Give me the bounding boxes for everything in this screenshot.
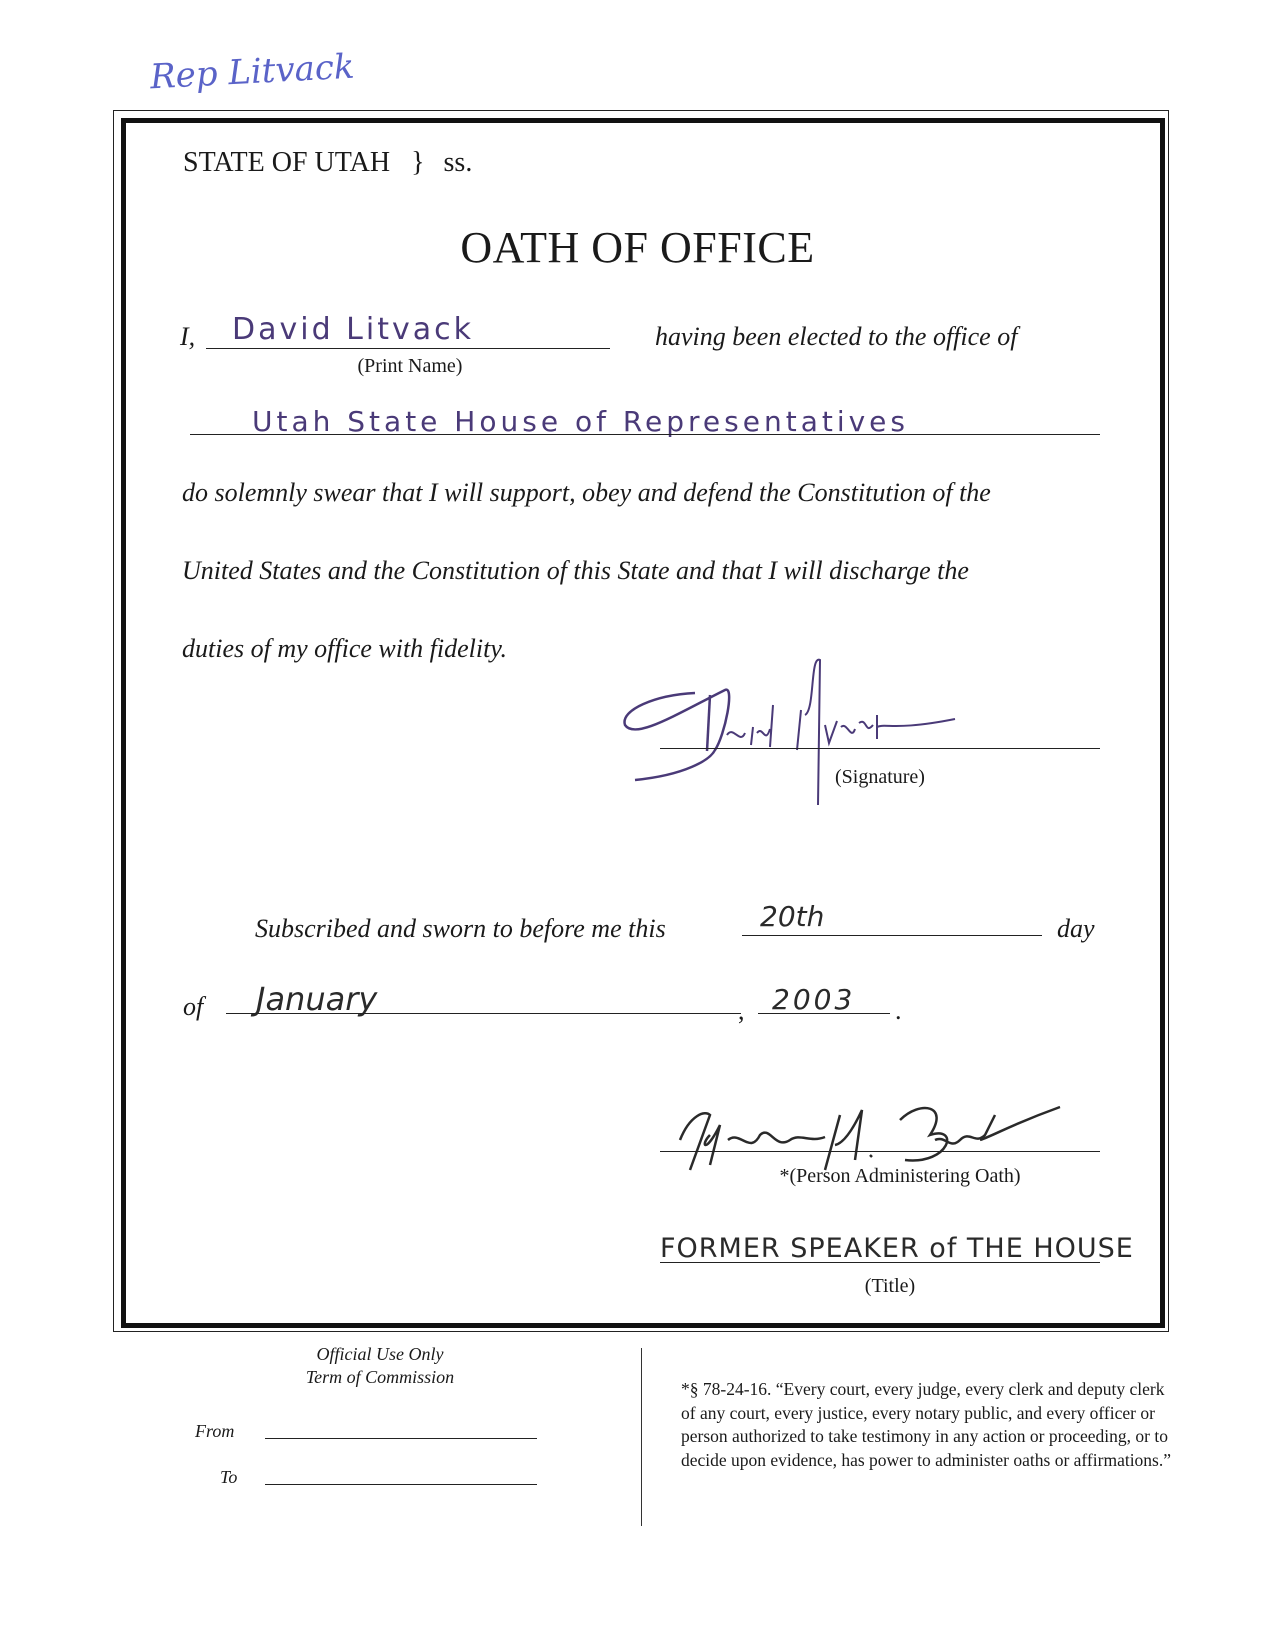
page-title: OATH OF OFFICE [460, 223, 815, 272]
venue-line [183, 147, 472, 179]
day-line [742, 935, 1042, 936]
name-caption: (Print Name) [357, 355, 463, 377]
elected-text: having been elected to the office of [655, 322, 1018, 351]
oath-line-1: do solemnly swear that I will support, obey and defend the Constitution of the [182, 478, 991, 507]
administrator-caption: *(Person Administering Oath) [779, 1165, 1021, 1187]
day-handwritten: 20th [760, 900, 825, 933]
subscribed-text: Subscribed and sworn to before me this [255, 914, 666, 943]
footer-divider [641, 1348, 642, 1526]
from-label: From [195, 1421, 235, 1441]
to-label: To [220, 1467, 238, 1487]
year-line [758, 1013, 890, 1014]
top-annotation: Rep Litvack [149, 46, 356, 98]
official-use-heading: Official Use Only [316, 1344, 444, 1364]
title-handwritten: FORMER SPEAKER of THE HOUSE [660, 1233, 1134, 1264]
office-handwritten: Utah State House of Representatives [252, 405, 909, 438]
signature-caption: (Signature) [835, 766, 925, 788]
administrator-line [660, 1151, 1100, 1152]
day-word: day [1057, 914, 1095, 943]
office-line [190, 434, 1100, 435]
signature-line [660, 748, 1100, 749]
comma: , [738, 996, 745, 1025]
year-handwritten: 2003 [772, 983, 856, 1016]
term-of-commission: Term of Commission [305, 1367, 455, 1387]
title-caption: (Title) [864, 1275, 916, 1297]
of-word: of [183, 992, 204, 1021]
venue-state: STATE OF UTAH [183, 147, 391, 178]
oath-line-2: United States and the Constitution of this State and that I will discharge the [182, 556, 969, 585]
period: . [895, 996, 902, 1025]
name-line [206, 348, 610, 349]
to-line [265, 1484, 537, 1485]
venue-brace: } [411, 147, 425, 178]
oath-line-3: duties of my office with fidelity. [182, 634, 507, 663]
from-line [265, 1438, 537, 1439]
name-handwritten: David Litvack [232, 312, 474, 347]
venue-ss: ss. [443, 147, 473, 178]
month-handwritten: January [256, 980, 378, 1018]
signature-drawing [615, 655, 1015, 815]
month-line [226, 1013, 741, 1014]
statute-footnote: *§ 78-24-16. “Every court, every judge, every clerk and deputy clerk of any court, every justice, every notary public, and every officer or person authorized to take testimony in any action or proceeding, or to decide upon evidence, has power to administer oaths or affirmations.” [681, 1379, 1172, 1470]
intro-prefix: I, [180, 322, 196, 351]
title-line [660, 1262, 1100, 1263]
